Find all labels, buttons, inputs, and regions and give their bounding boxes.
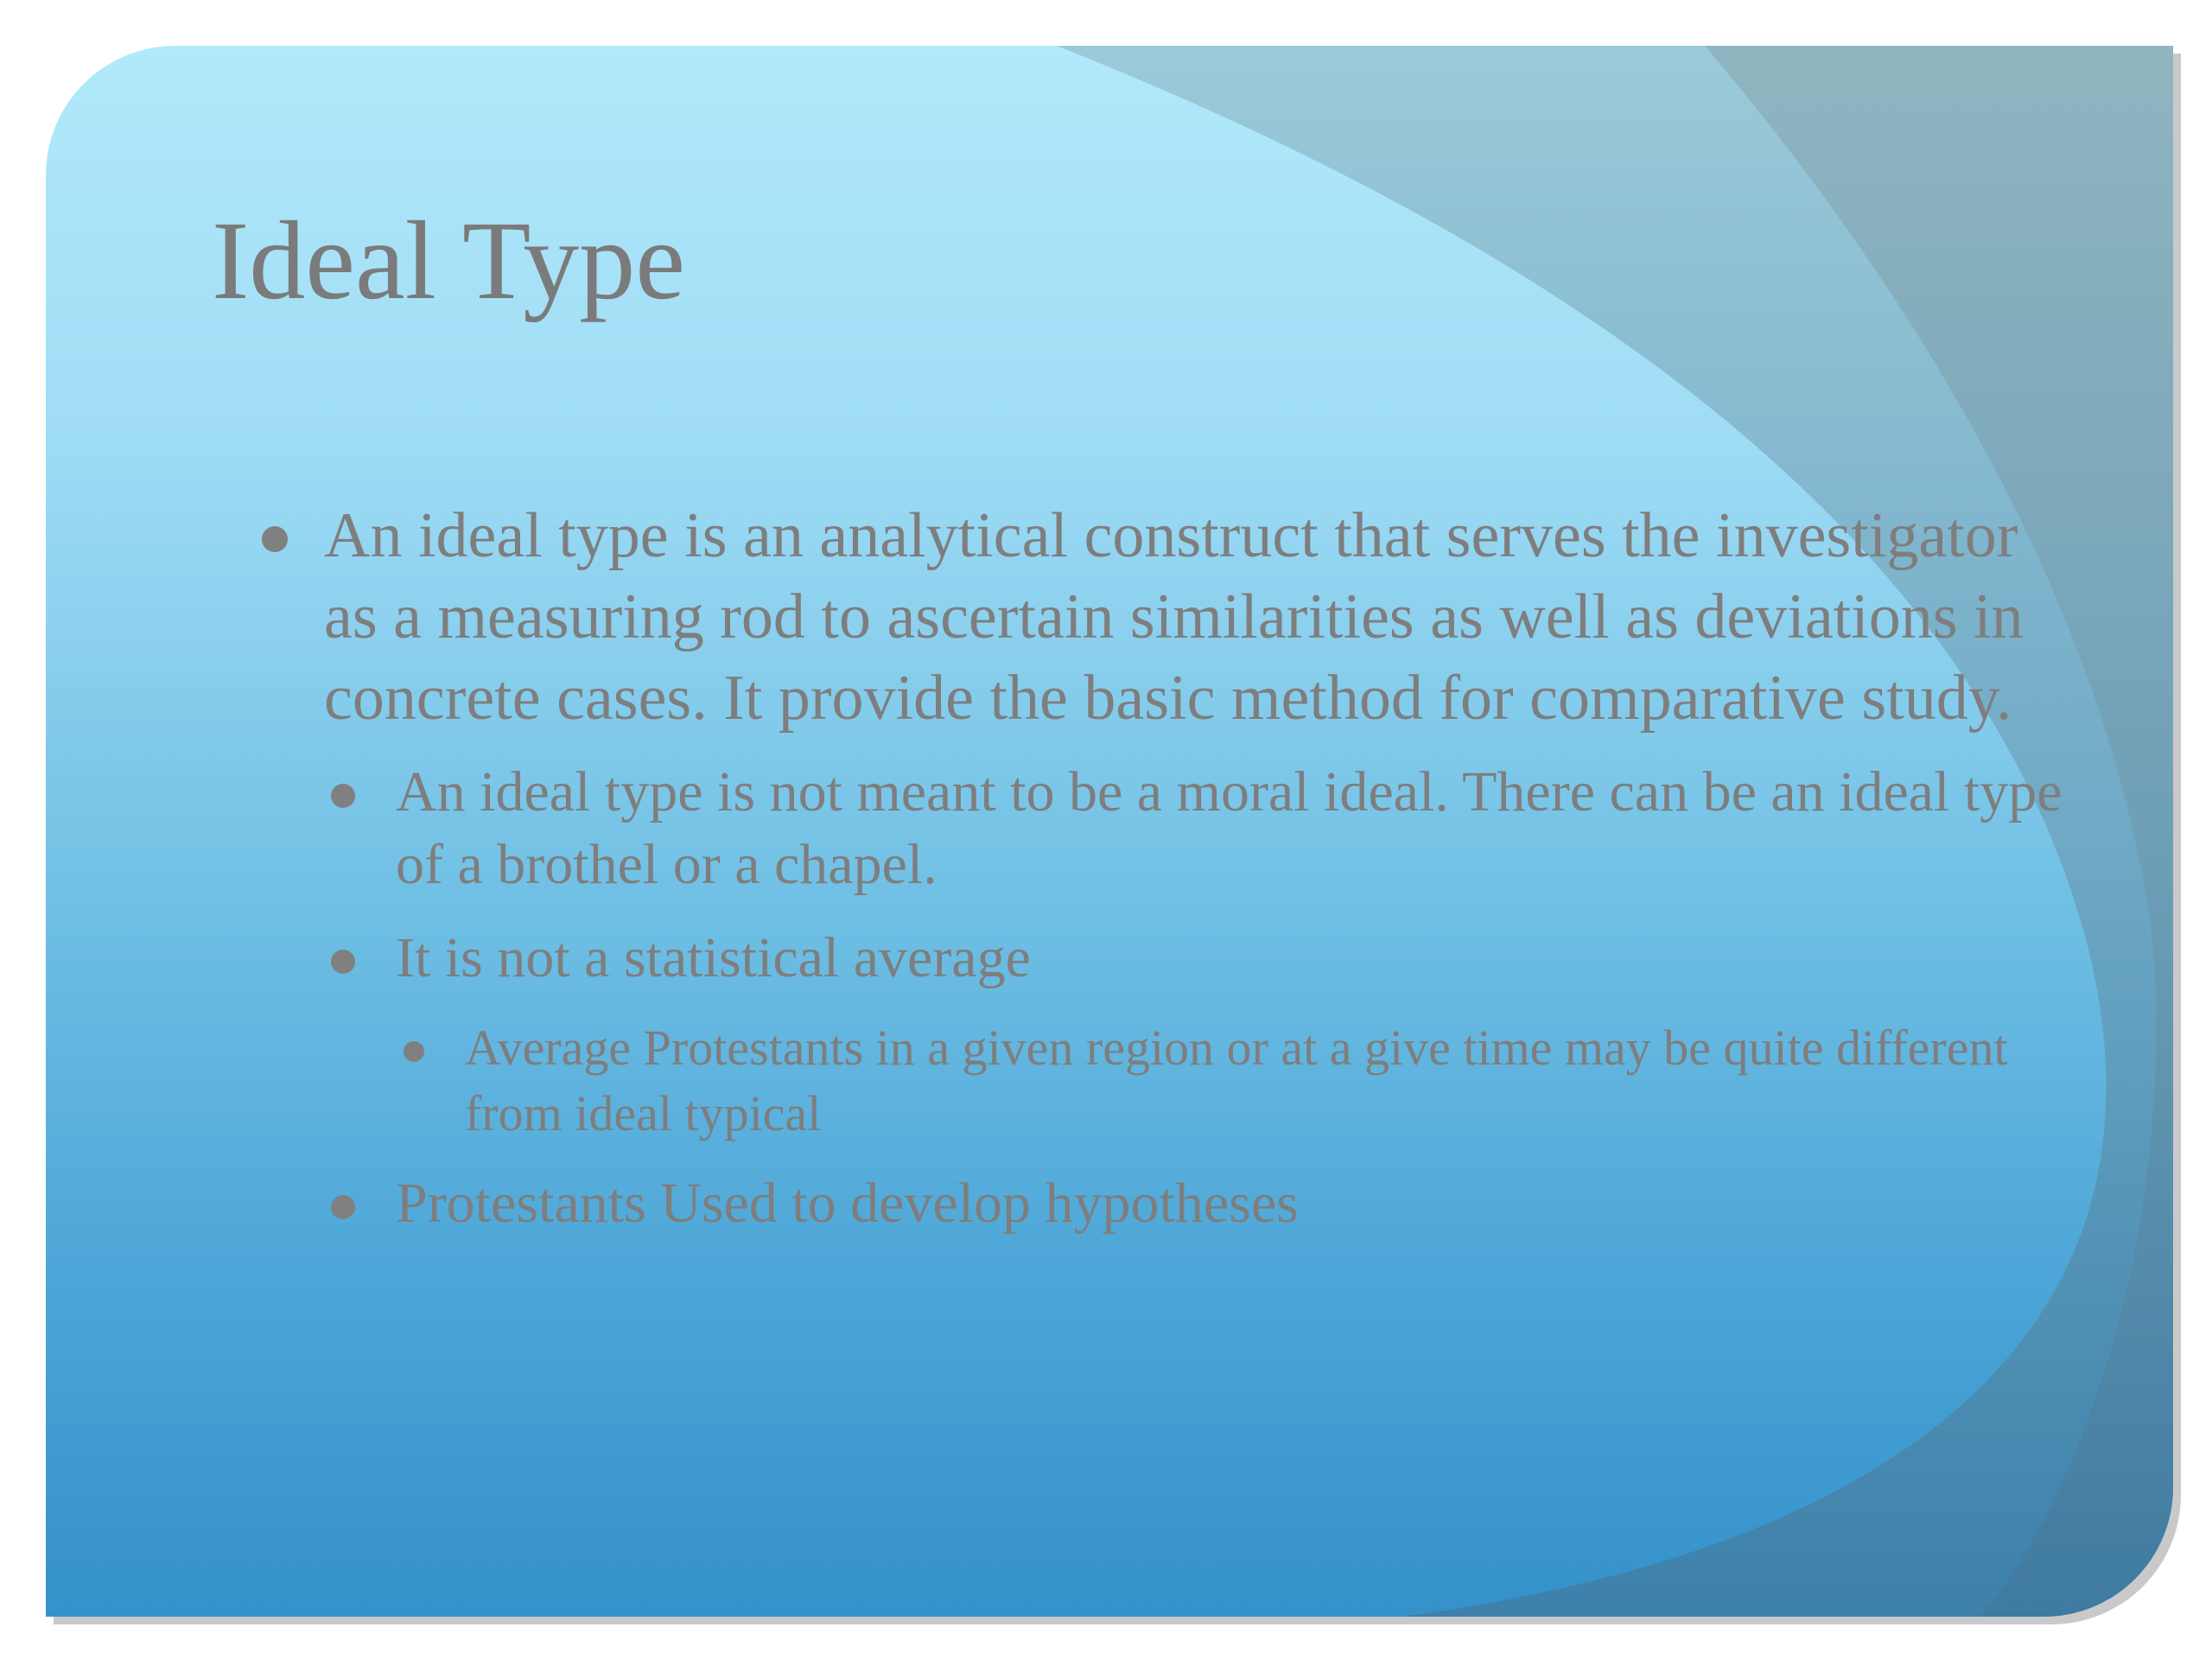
bullet-item xyxy=(212,756,2069,901)
bullet-dot-icon xyxy=(404,1041,424,1062)
bullet-item xyxy=(212,922,2069,995)
bullet-dot-icon xyxy=(331,784,355,808)
bullet-text: An ideal type is not meant to be a moral ideal. There can be an ideal type of a brothel or a chapel. xyxy=(396,760,2063,896)
bullet-dot-icon xyxy=(262,526,288,552)
bullet-text: Protestants Used to develop hypotheses xyxy=(396,1172,1299,1235)
slide-title: Ideal Type xyxy=(212,199,685,323)
bullet-item xyxy=(212,495,2069,739)
slide-body xyxy=(212,495,2069,1261)
bullet-dot-icon xyxy=(331,1195,355,1219)
bullet-item xyxy=(212,1015,2069,1147)
bullet-text: Average Protestants in a given region or at a give time may be quite different from ideal typical xyxy=(465,1020,2008,1141)
bullet-dot-icon xyxy=(331,950,355,974)
bullet-text: An ideal type is an analytical construct that serves the investigator as a measuring rod to ascertain similarities as well as deviations in concrete cases. It provide the basic method for comparative study. xyxy=(324,500,2024,734)
bullet-text: It is not a statistical average xyxy=(396,926,1031,989)
slide xyxy=(46,46,2173,1617)
bullet-item xyxy=(212,1167,2069,1240)
